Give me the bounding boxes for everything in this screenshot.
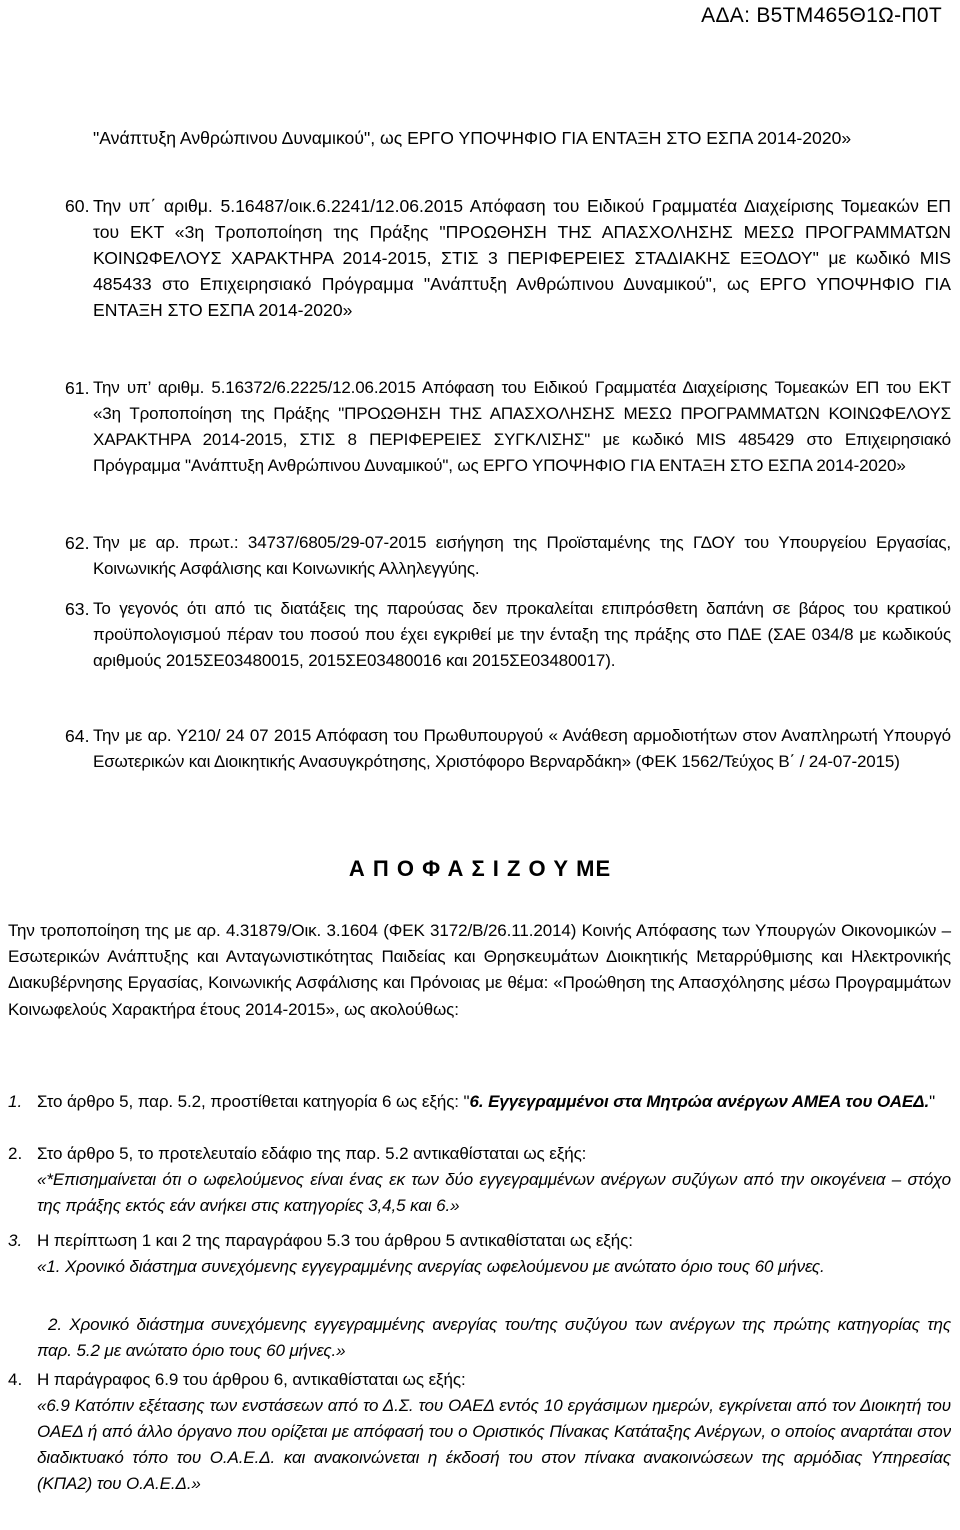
item-60-text: Την υπ΄ αριθμ. 5.16487/οικ.6.2241/12.06.2015 Απόφαση του Ειδικού Γραμματέα Διαχείρισης Τομεακών ΕΠ του ΕΚΤ «3η Τροποποίηση της Πράξης "ΠΡΟΩΘΗΣΗ ΤΗΣ ΑΠΑΣΧΟΛΗΣΗΣ ΜΕΣΩ ΠΡΟΓΡΑΜΜΑΤΩΝ ΚΟΙΝΩΦΕΛΟΥΣ ΧΑΡΑΚΤΗΡΑ 2014-2015, ΣΤΙΣ 3 ΠΕΡΙΦΕΡΕΙΕΣ ΣΤΑΔΙΑΚΗΣ ΕΞΟΔΟΥ" με κωδικό MIS 485433 στο Επιχειρησιακό Πρόγραμμα "Ανάπτυξη Ανθρώπινου Δυναμικού", ως ΕΡΓΟ ΥΠΟΨΗΦΙΟ ΓΙΑ ΕΝΤΑΞΗ ΣΤΟ ΕΣΠΑ 2014-2020»: [93, 196, 951, 320]
item-61-text: Την υπ’ αριθμ. 5.16372/6.2225/12.06.2015 Απόφαση του Ειδικού Γραμματέα Διαχείρισης Τομεακών ΕΠ του ΕΚΤ «3η Τροποποίηση της Πράξης "ΠΡΟΩΘΗΣΗ ΤΗΣ ΑΠΑΣΧΟΛΗΣΗΣ ΜΕΣΩ ΠΡΟΓΡΑΜΜΑΤΩΝ ΚΟΙΝΩΦΕΛΟΥΣ ΧΑΡΑΚΤΗΡΑ 2014-2015, ΣΤΙΣ 8 ΠΕΡΙΦΕΡΕΙΕΣ ΣΥΓΚΛΙΣΗΣ" με κωδικό MIS 485429 στο Επιχειρησιακό Πρόγραμμα "Ανάπτυξη Ανθρώπινου Δυναμικού", ως ΕΡΓΟ ΥΠΟΨΗΦΙΟ ΓΙΑ ΕΝΤΑΞΗ ΣΤΟ ΕΣΠΑ 2014-2020»: [93, 378, 951, 475]
point-4-quote: «6.9 Κατόπιν εξέτασης των ενστάσεων από το Δ.Σ. του ΟΑΕΔ εντός 10 εργάσιμων ημερών, εγκρίνεται από τον Διοικητή του ΟΑΕΔ ή από άλλο όργανο που ορίζεται με απόφασή του ο Οριστικός Πίνακας Κατάταξης Ανέργων, ο οποίος αναρτάται στον διαδικτυακό τόπο του Ο.Α.Ε.Δ. και ανακοινώνεται η έκδοσή του στον πίνακα ανακοινώσεων της αρμόδιας Υπηρεσίας (ΚΠΑ2) του Ο.Α.Ε.Δ.»: [37, 1396, 951, 1493]
point-2-quote: «*Επισημαίνεται ότι ο ωφελούμενος είναι ένας εκ των δύο εγγεγραμμένων ανέργων συζύγων από την οικογένεια – στόχο της πράξης εκτός εάν ανήκει στις κατηγορίες 3,4,5 και 6.»: [37, 1170, 951, 1215]
point-3-quote-2: 2. Χρονικό διάστημα συνεχόμενης εγγεγραμμένης ανεργίας του/της συζύγου των ανέργων της πρώτης κατηγορίας της παρ. 5.2 με ανώτατο όριο τους 60 μήνες.»: [37, 1315, 951, 1360]
item-64-text: Την με αρ. Υ210/ 24 07 2015 Απόφαση του Πρωθυπουργού « Ανάθεση αρμοδιοτήτων στον Αναπληρωτή Υπουργό Εσωτερικών και Διοικητικής Ανασυγκρότησης, Χριστόφορο Βερναρδάκη» (ΦΕΚ 1562/Τεύχος Β΄ / 24-07-2015): [93, 726, 951, 771]
point-number: 4.: [8, 1370, 23, 1389]
item-number: 63.: [65, 599, 90, 619]
item-63-text: Το γεγονός ότι από τις διατάξεις της παρούσας δεν προκαλείται επιπρόσθετη δαπάνη σε βάρος του κρατικού προϋπολογισμού πέραν του ποσού που έχει εγκριθεί με την ένταξη της πράξης στο ΠΔΕ (ΣΑΕ 034/8 με κωδικούς αριθμούς 2015ΣΕ03480015, 2015ΣΕ03480016 και 2015ΣΕ03480017).: [93, 599, 951, 670]
item-62-text: Την με αρ. πρωτ.: 34737/6805/29-07-2015 εισήγηση της Προϊσταμένης της ΓΔΟΥ του Υπουργείου Εργασίας, Κοινωνικής Ασφάλισης και Κοινωνικής Αλληλεγγύης.: [93, 533, 951, 578]
decision-title: Α Π Ο Φ Α Σ Ι Ζ Ο Υ ΜΕ: [348, 856, 612, 881]
point-1-end: ": [929, 1092, 936, 1111]
point-number: 3.: [8, 1231, 23, 1250]
point-2-text: Στο άρθρο 5, το προτελευταίο εδάφιο της παρ. 5.2 αντικαθίσταται ως εξής:: [37, 1144, 587, 1163]
point-3-quote-1: «1. Χρονικό διάστημα συνεχόμενης εγγεγραμμένης ανεργίας ωφελούμενου με ανώτατο όριο τους 60 μήνες.: [37, 1257, 825, 1276]
item-number: 60.: [65, 196, 90, 216]
point-1: [37, 1089, 951, 1115]
point-number: 2.: [8, 1144, 23, 1163]
item-number: 61.: [65, 378, 90, 398]
point-3-text: Η περίπτωση 1 και 2 της παραγράφου 5.3 του άρθρου 5 αντικαθίσταται ως εξής:: [37, 1231, 633, 1250]
decision-intro: Την τροποποίηση της με αρ. 4.31879/Οικ. 3.1604 (ΦΕΚ 3172/Β/26.11.2014) Κοινής Απόφασης των Υπουργών Οικονομικών – Εσωτερικών Ανάπτυξης και Ανταγωνιστικότητας Παιδείας και Θρησκευμάτων Διοικητικής Μεταρρύθμισης και Ηλεκτρονικής Διακυβέρνησης Εργασίας, Κοινωνικής Ασφάλισης και Πρόνοιας με θέμα: «Προώθηση της Απασχόλησης μέσω Προγραμμάτων Κοινωφελούς Χαρακτήρα έτους 2014-2015», ως ακολούθως:: [8, 921, 951, 1019]
ada-code: ΑΔΑ: Β5ΤΜ465Θ1Ω-Π0Τ: [701, 4, 942, 27]
item-number: 62.: [65, 533, 90, 553]
point-1-text: Στο άρθρο 5, παρ. 5.2, προστίθεται κατηγορία 6 ως εξής: ": [37, 1092, 470, 1111]
point-4-text: Η παράγραφος 6.9 του άρθρου 6, αντικαθίσταται ως εξής:: [37, 1370, 466, 1389]
continued-text: "Ανάπτυξη Ανθρώπινου Δυναμικού", ως ΕΡΓΟ ΥΠΟΨΗΦΙΟ ΓΙΑ ΕΝΤΑΞΗ ΣΤΟ ΕΣΠΑ 2014-2020»: [93, 128, 852, 148]
point-number: 1.: [8, 1092, 23, 1111]
item-number: 64.: [65, 726, 90, 746]
point-1-category: 6. Εγγεγραμμένοι στα Μητρώα ανέργων ΑΜΕΑ του ΟΑΕΔ.: [469, 1092, 930, 1111]
